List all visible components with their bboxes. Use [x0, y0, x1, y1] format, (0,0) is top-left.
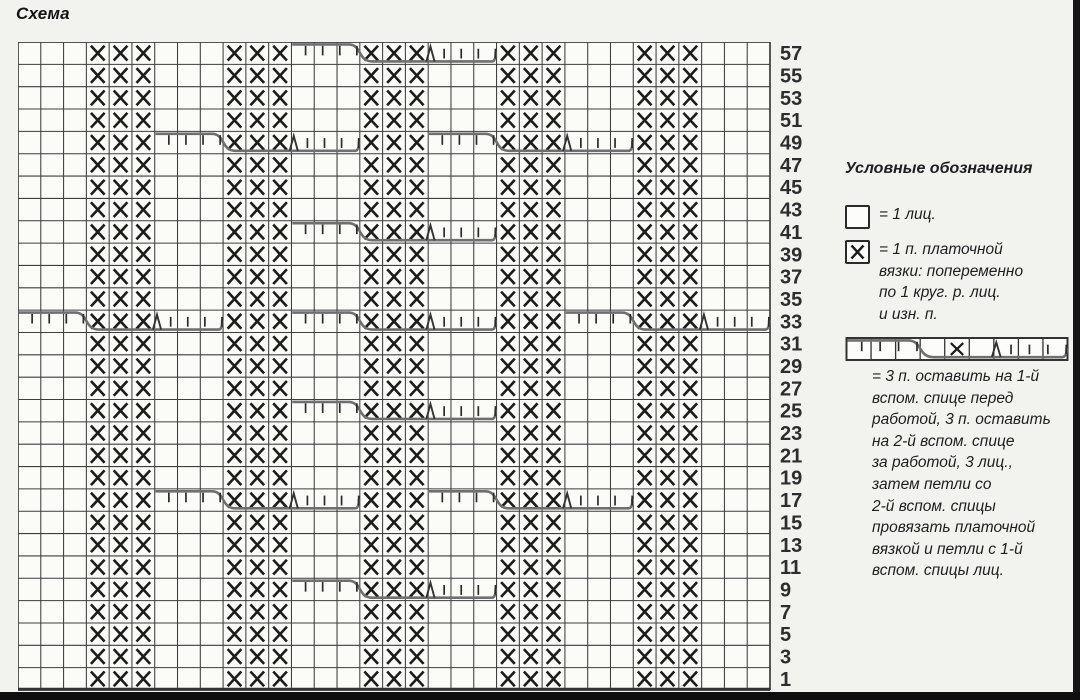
row-number: 47: [780, 154, 803, 177]
legend-item-knit-label: = 1 лиц.: [879, 206, 936, 223]
row-number: 17: [780, 490, 803, 513]
row-number: 5: [780, 624, 792, 647]
legend-item-cable: [845, 335, 1080, 582]
scan-edge-right: [1073, 0, 1080, 700]
scan-edge-bottom: [0, 692, 1080, 700]
row-number: 25: [780, 400, 803, 423]
x-square-icon: [845, 240, 870, 264]
row-number: 45: [780, 177, 803, 200]
row-number: 55: [780, 65, 803, 88]
row-number: 51: [780, 110, 803, 133]
row-number: 31: [780, 333, 803, 356]
page-title: Схема: [16, 4, 70, 23]
row-number: 27: [780, 378, 803, 401]
legend-item-garter: [845, 239, 1080, 325]
row-number: 23: [780, 423, 803, 446]
row-number: 53: [780, 87, 803, 110]
row-number: 3: [780, 646, 792, 669]
row-number: 19: [780, 467, 803, 490]
knitting-chart-grid: [18, 42, 830, 694]
legend: [845, 160, 1080, 582]
row-number: 29: [780, 356, 803, 378]
row-number: 39: [780, 244, 803, 267]
row-number: 43: [780, 199, 803, 222]
legend-title: Условные обозначения: [845, 160, 1033, 177]
row-number: 21: [780, 445, 803, 468]
row-number: 49: [780, 132, 803, 155]
row-number: 41: [780, 221, 803, 244]
row-number: 1: [780, 668, 792, 691]
row-number: 9: [780, 579, 792, 602]
knitting-chart: [18, 42, 830, 699]
row-number: 15: [780, 512, 803, 535]
legend-item-knit: [845, 204, 1080, 229]
row-number: 11: [780, 557, 802, 580]
row-number: 13: [780, 534, 803, 557]
row-number: 33: [780, 311, 803, 334]
legend-item-cable-label: = 3 п. оставить на 1-й вспом. спице перед работой, 3 п. оставить на 2-й вспом. спице за работой, 3 лиц., затем петли со 2-й вспом. спицы провязать платочной вязкой и петли с 1-й вспом. спицы лиц.: [872, 368, 1051, 580]
row-number: 35: [780, 288, 803, 311]
row-number: 57: [780, 43, 803, 66]
row-number: 7: [780, 601, 792, 624]
empty-square-icon: [845, 205, 870, 229]
cable-symbol-icon: [845, 335, 1071, 363]
legend-item-garter-label: = 1 п. платочной вязки: попеременно по 1 круг. р. лиц. и изн. п.: [879, 241, 1024, 323]
row-number: 37: [780, 266, 803, 289]
